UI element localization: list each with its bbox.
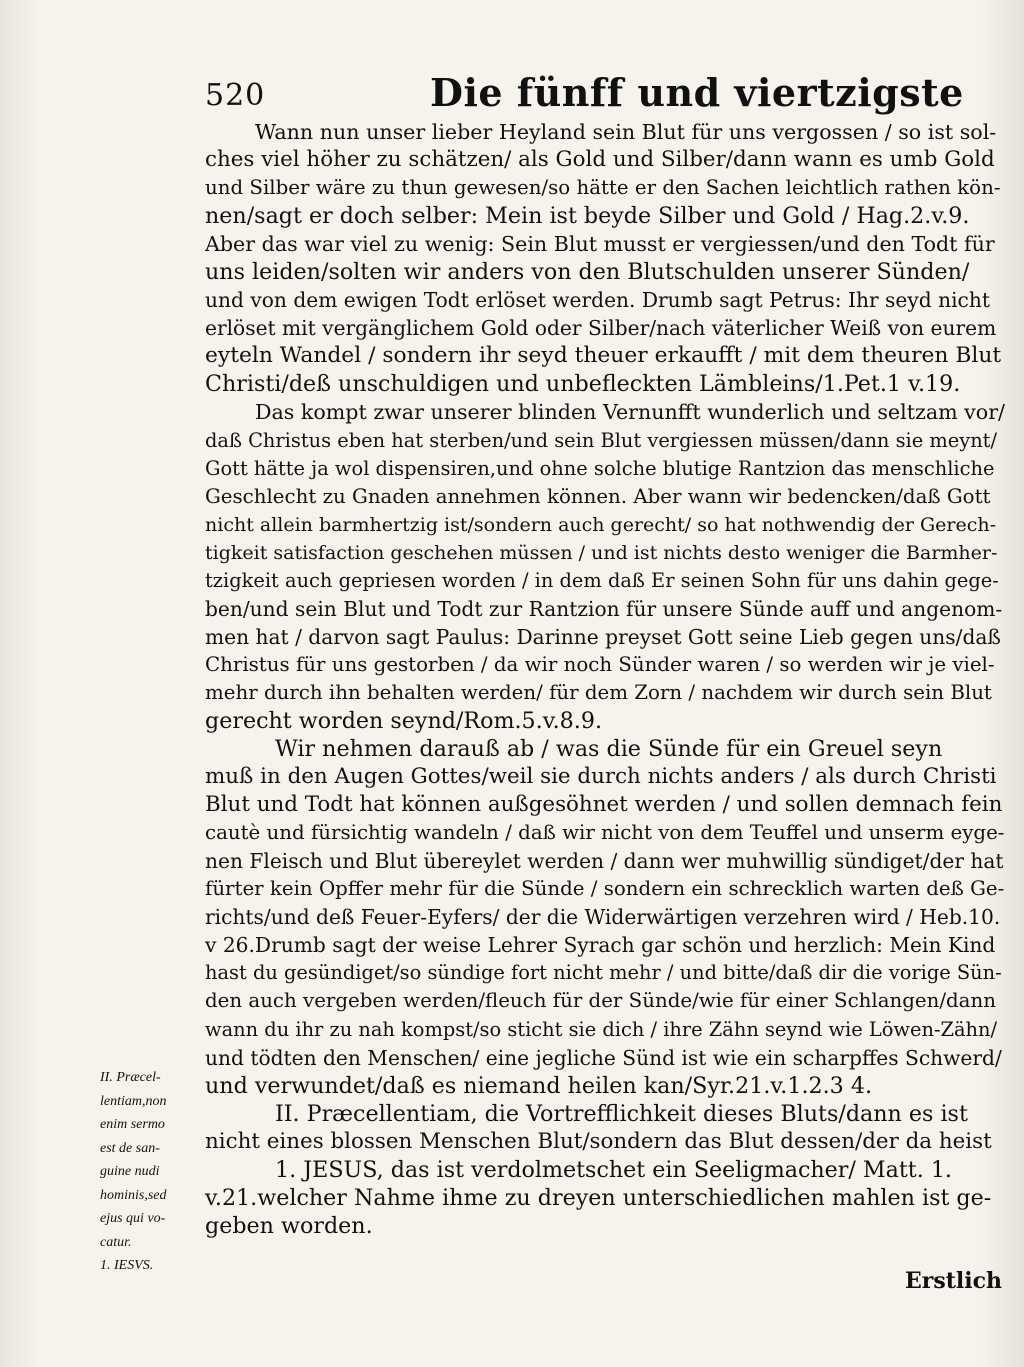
marginal-line: est de san- [100, 1140, 160, 1156]
text-line: nen Fleisch und Blut übereylet werden / dann wer muhwillig sündiget/der hat [205, 849, 1004, 874]
running-head: Die fünff und viertzigste [430, 70, 964, 115]
marginal-line: hominis,sed [100, 1187, 167, 1203]
text-line: muß in den Augen Gottes/weil sie durch nichts anders / als durch Christi [205, 764, 997, 790]
page-number: 520 [205, 78, 266, 113]
text-line: nen/sagt er doch selber: Mein ist beyde Silber und Gold / Hag.2.v.9. [205, 203, 970, 230]
marginal-line: II. Præcel- [100, 1070, 161, 1085]
text-line: den auch vergeben werden/fleuch für der Sünde/wie für einer Schlangen/dann [205, 989, 996, 1013]
text-line: Christus für uns gestorben / da wir noch Sünder waren / so werden wir je viel- [205, 652, 995, 676]
text-line: daß Christus eben hat sterben/und sein Blut vergiessen müssen/dann sie meynt/ [205, 428, 998, 452]
text-line: tigkeit satisfaction geschehen müssen / und ist nichts desto weniger die Barmher- [205, 541, 998, 564]
text-line: Christi/deß unschuldigen und unbefleckten Lämbleins/1.Pet.1 v.19. [205, 371, 961, 398]
text-line: wann du ihr zu nah kompst/so sticht sie dich / ihre Zähn seynd wie Löwen-Zähn/ [205, 1017, 998, 1041]
text-line: mehr durch ihn behalten werden/ für dem Zorn / nachdem wir durch sein Blut [205, 680, 992, 704]
text-line: II. Præcellentiam, die Vortrefflichkeit dieses Bluts/dann es ist [275, 1100, 968, 1127]
catchword: Erstlich [904, 1268, 1002, 1294]
marginal-line: 1. IESVS. [100, 1258, 154, 1273]
text-line: erlöset mit vergänglichem Gold oder Silber/nach väterlicher Weiß von eurem [205, 316, 997, 341]
text-line: ben/und sein Blut und Todt zur Rantzion für unsere Sünde auff und angenom- [205, 596, 1003, 621]
text-line: cautè und fürsichtig wandeln / daß wir nicht von dem Teuffel und unserm eyge- [205, 821, 1005, 845]
text-line: fürter kein Opffer mehr für die Sünde / sondern ein schrecklich warten deß Ge- [205, 877, 1005, 901]
text-line: v.21.welcher Nahme ihme zu dreyen unterschiedlichen mahlen ist ge- [205, 1184, 992, 1211]
text-line: Wir nehmen darauß ab / was die Sünde für ein Greuel seyn [275, 736, 943, 763]
text-line: und Silber wäre zu thun gewesen/so hätte er den Sachen leichtlich rathen kön- [205, 176, 1001, 200]
marginal-line: catur. [100, 1234, 132, 1250]
text-line: tzigkeit auch gepriesen worden / in dem daß Er seinen Sohn für uns dahin gege- [205, 568, 999, 592]
text-line: und tödten den Menschen/ eine jegliche Sünd ist wie ein scharpffes Schwerd/ [205, 1045, 1002, 1070]
text-line: nicht allein barmhertzig ist/sondern auch gerecht/ so hat nothwendig der Gerech- [205, 513, 997, 536]
text-line: 1. JESUS, das ist verdolmetschet ein Seeligmacher/ Matt. 1. [275, 1156, 952, 1183]
text-line: men hat / darvon sagt Paulus: Darinne preyset Gott seine Lieb gegen uns/daß [205, 624, 1001, 649]
text-line: Wann nun unser lieber Heyland sein Blut für uns vergossen / so ist sol- [255, 120, 997, 144]
text-line: Aber das war viel zu wenig: Sein Blut musst er vergiessen/und den Todt für [205, 232, 995, 257]
body-text [205, 118, 1005, 1240]
text-line: Gott hätte ja wol dispensiren,und ohne solche blutige Rantzion das menschliche [205, 456, 995, 480]
text-line: und von dem ewigen Todt erlöset werden. Drumb sagt Petrus: Ihr seyd nicht [205, 288, 990, 313]
text-line: eyteln Wandel / sondern ihr seyd theuer erkaufft / mit dem theuren Blut [205, 343, 1002, 369]
text-line: Das kompt zwar unserer blinden Vernunfft wunderlich und seltzam vor/ [255, 400, 1005, 425]
text-line: geben worden. [205, 1212, 373, 1239]
text-line: uns leiden/solten wir anders von den Blutschulden unserer Sünden/ [205, 259, 970, 286]
marginal-line: guine nudi [100, 1164, 160, 1179]
text-line: hast du gesündiget/so sündige fort nicht mehr / und bitte/daß dir die vorige Sün- [205, 961, 1002, 985]
marginal-line: ejus qui vo- [100, 1211, 166, 1226]
marginal-line: lentiam,non [100, 1093, 167, 1109]
marginal-note [100, 1066, 210, 1278]
text-line: nicht eines blossen Menschen Blut/sondern das Blut dessen/der da heist [205, 1128, 992, 1154]
text-line: richts/und deß Feuer-Eyfers/ der die Widerwärtigen verzehren wird / Heb.10. [205, 905, 1001, 930]
text-line: gerecht worden seynd/Rom.5.v.8.9. [205, 707, 603, 734]
text-line: und verwundet/daß es niemand heilen kan/Syr.21.v.1.2.3 4. [205, 1072, 872, 1099]
marginal-line: enim sermo [100, 1117, 165, 1132]
text-line: Blut und Todt hat können außgesöhnet werden / und sollen demnach fein [205, 792, 1003, 818]
text-line: Geschlecht zu Gnaden annehmen können. Aber wann wir bedencken/daß Gott [205, 484, 991, 508]
text-line: ches viel höher zu schätzen/ als Gold und Silber/dann wann es umb Gold [205, 147, 995, 173]
text-line: v 26.Drumb sagt der weise Lehrer Syrach gar schön und herzlich: Mein Kind [205, 933, 996, 958]
